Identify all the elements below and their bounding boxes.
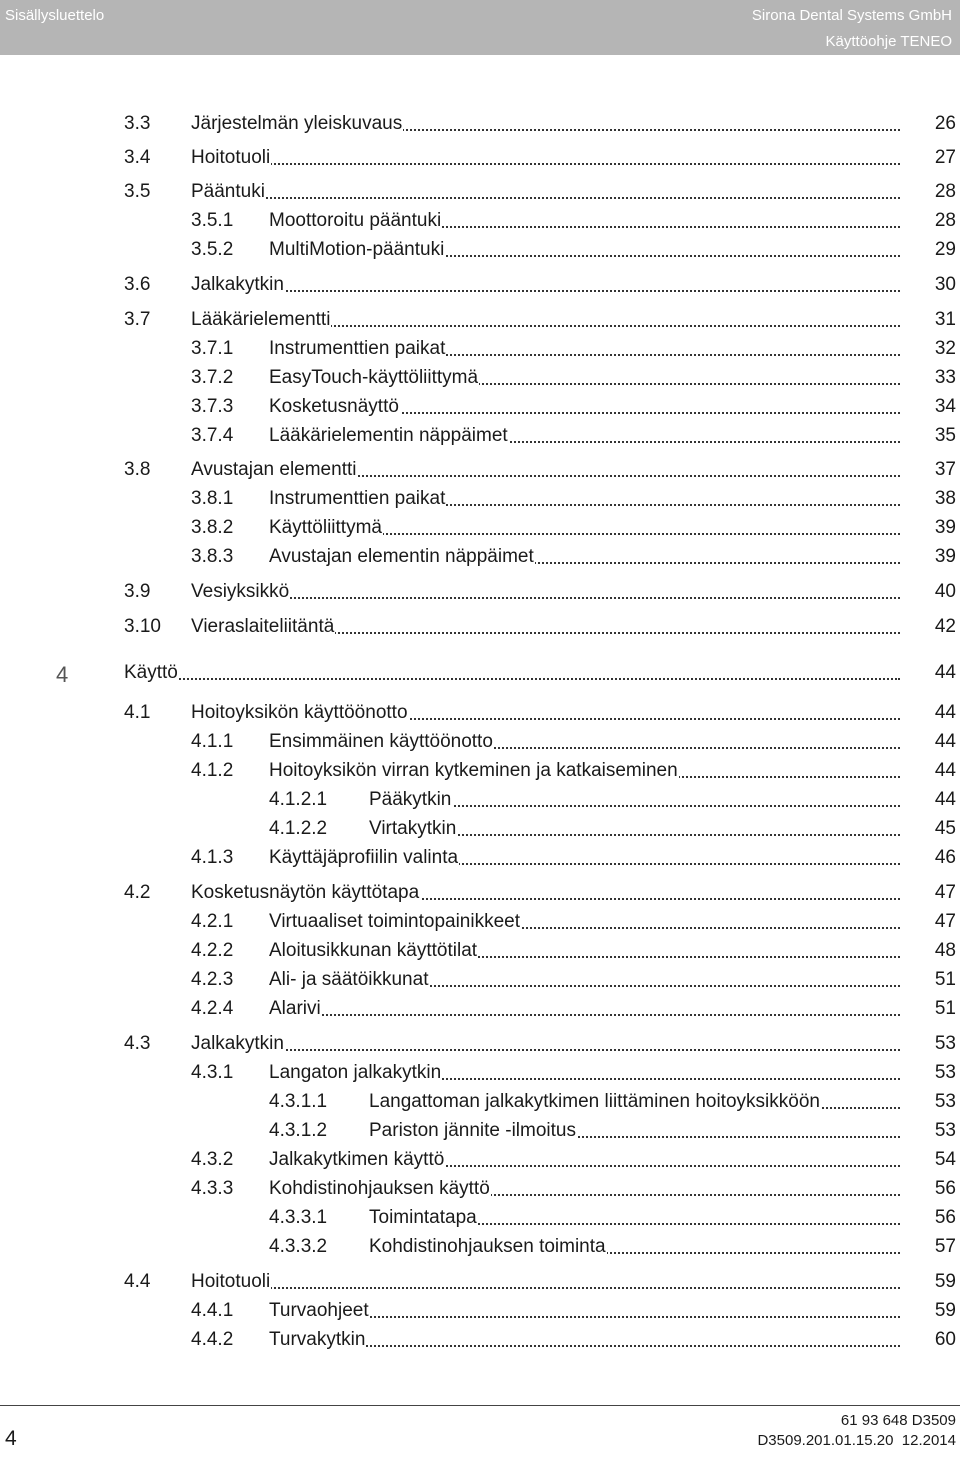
header-section: Sisällysluettelo bbox=[5, 7, 105, 24]
toc-entry-number: 4.4.1 bbox=[191, 1300, 234, 1321]
toc-entry-number: 3.5.1 bbox=[191, 210, 234, 231]
toc-entry-number: 4.2.3 bbox=[191, 969, 234, 990]
chapter-marker: 4 bbox=[56, 662, 69, 687]
toc-entry-number: 4.3.3 bbox=[191, 1178, 234, 1199]
toc-entry[interactable] bbox=[0, 209, 958, 233]
toc-entry-title: Kohdistinohjauksen toiminta bbox=[369, 1236, 606, 1257]
toc-entry[interactable] bbox=[0, 1299, 958, 1323]
toc-entry[interactable] bbox=[0, 112, 958, 136]
toc-entry-page: 44 bbox=[934, 731, 956, 752]
page-header bbox=[0, 0, 960, 55]
toc-entry[interactable] bbox=[0, 395, 958, 419]
toc-entry[interactable] bbox=[0, 580, 958, 604]
toc-entry-title: Virtakytkin bbox=[369, 818, 457, 839]
toc-entry-number: 4.2.1 bbox=[191, 911, 234, 932]
toc-entry[interactable] bbox=[0, 661, 958, 685]
toc-dot-leader bbox=[269, 1014, 900, 1016]
toc-entry[interactable] bbox=[0, 1235, 958, 1259]
toc-entry[interactable] bbox=[0, 968, 958, 992]
toc-entry-page: 48 bbox=[934, 940, 956, 961]
toc-entry[interactable] bbox=[0, 337, 958, 361]
toc-entry-page: 37 bbox=[934, 459, 956, 480]
toc-entry-number: 3.7 bbox=[124, 309, 151, 330]
header-company: Sirona Dental Systems GmbH bbox=[751, 7, 952, 24]
toc-entry-title: Hoitoyksikön virran kytkeminen ja katkaiseminen bbox=[269, 760, 678, 781]
toc-entry-page: 51 bbox=[934, 998, 956, 1019]
toc-entry-title: Pääntuki bbox=[191, 181, 265, 202]
toc-entry-number: 3.7.3 bbox=[191, 396, 234, 417]
toc-entry[interactable] bbox=[0, 180, 958, 204]
toc-entry-number: 4.1.2.2 bbox=[269, 818, 328, 839]
toc-entry-page: 28 bbox=[934, 181, 956, 202]
toc-entry-page: 60 bbox=[934, 1329, 956, 1350]
toc-entry[interactable] bbox=[0, 701, 958, 725]
toc-entry-title: Langattoman jalkakytkimen liittäminen hoitoyksikköön bbox=[369, 1091, 820, 1112]
toc-entry-number: 3.5.2 bbox=[191, 239, 234, 260]
toc-entry[interactable] bbox=[0, 615, 958, 639]
toc-entry-number: 4.3.3.1 bbox=[269, 1207, 328, 1228]
toc-entry-page: 57 bbox=[934, 1236, 956, 1257]
toc-entry-title: Jalkakytkin bbox=[191, 1033, 284, 1054]
toc-entry-page: 56 bbox=[934, 1207, 956, 1228]
toc-entry-page: 53 bbox=[934, 1033, 956, 1054]
toc-entry-title: Lääkärielementin näppäimet bbox=[269, 425, 508, 446]
toc-entry-number: 4.3.1.1 bbox=[269, 1091, 328, 1112]
toc-entry-number: 4.1 bbox=[124, 702, 151, 723]
toc-entry-page: 28 bbox=[934, 210, 956, 231]
toc-entry-page: 56 bbox=[934, 1178, 956, 1199]
toc-entry[interactable] bbox=[0, 1032, 958, 1056]
toc-entry-number: 4.1.1 bbox=[191, 731, 234, 752]
toc-entry-number: 4.3.1 bbox=[191, 1062, 234, 1083]
toc-entry-number: 3.8 bbox=[124, 459, 151, 480]
toc-entry-number: 4.2.4 bbox=[191, 998, 234, 1019]
toc-entry-page: 39 bbox=[934, 517, 956, 538]
toc-entry[interactable] bbox=[0, 817, 958, 841]
footer-doc-id: D3509.201.01.15.20 bbox=[757, 1432, 894, 1449]
toc-entry-page: 32 bbox=[934, 338, 956, 359]
toc-entry-page: 39 bbox=[934, 546, 956, 567]
toc-dot-leader bbox=[191, 1049, 900, 1051]
toc-entry-page: 45 bbox=[934, 818, 956, 839]
footer-page-number: 4 bbox=[5, 1427, 17, 1450]
toc-entry-page: 34 bbox=[934, 396, 956, 417]
toc-entry-number: 4.4 bbox=[124, 1271, 151, 1292]
toc-entry[interactable] bbox=[0, 939, 958, 963]
toc-entry-page: 26 bbox=[934, 113, 956, 134]
toc-entry-number: 4.1.2.1 bbox=[269, 789, 328, 810]
toc-entry-page: 46 bbox=[934, 847, 956, 868]
toc-entry[interactable] bbox=[0, 146, 958, 170]
toc-entry-title: Ali- ja säätöikkunat bbox=[269, 969, 429, 990]
toc-entry-title: Jalkakytkimen käyttö bbox=[269, 1149, 445, 1170]
header-manual: Käyttöohje TENEO bbox=[825, 33, 952, 50]
toc-entry-title: Järjestelmän yleiskuvaus bbox=[191, 113, 403, 134]
toc-entry[interactable] bbox=[0, 1090, 958, 1114]
toc-entry-page: 30 bbox=[934, 274, 956, 295]
toc-entry-title: Langaton jalkakytkin bbox=[269, 1062, 442, 1083]
toc-entry-page: 44 bbox=[934, 789, 956, 810]
toc-entry-number: 3.9 bbox=[124, 581, 151, 602]
toc-entry-title: Avustajan elementti bbox=[191, 459, 357, 480]
toc-entry-number: 3.3 bbox=[124, 113, 151, 134]
toc-entry-number: 3.4 bbox=[124, 147, 151, 168]
toc-entry-number: 3.8.2 bbox=[191, 517, 234, 538]
toc-entry[interactable] bbox=[0, 516, 958, 540]
footer-divider bbox=[0, 1405, 960, 1406]
toc-entry-page: 59 bbox=[934, 1300, 956, 1321]
footer-doc-code bbox=[757, 1432, 956, 1449]
toc-entry-page: 53 bbox=[934, 1062, 956, 1083]
toc-entry-number: 4.2.2 bbox=[191, 940, 234, 961]
toc-entry-page: 31 bbox=[934, 309, 956, 330]
toc-entry-title: Kosketusnäyttö bbox=[269, 396, 399, 417]
toc-entry-page: 53 bbox=[934, 1120, 956, 1141]
toc-entry[interactable] bbox=[0, 1061, 958, 1085]
toc-entry-page: 40 bbox=[934, 581, 956, 602]
toc-entry-page: 44 bbox=[934, 662, 956, 683]
toc-entry-number: 3.7.1 bbox=[191, 338, 234, 359]
toc-entry-title: Alarivi bbox=[269, 998, 321, 1019]
toc-entry-title: Toimintatapa bbox=[369, 1207, 477, 1228]
toc-entry-number: 4.3 bbox=[124, 1033, 151, 1054]
footer-order-number: 61 93 648 D3509 bbox=[840, 1412, 956, 1429]
toc-entry-title: Kosketusnäytön käyttötapa bbox=[191, 882, 420, 903]
toc-entry-title: Lääkärielementti bbox=[191, 309, 331, 330]
toc-entry-title: Käyttö bbox=[124, 662, 178, 683]
toc-entry[interactable] bbox=[0, 1328, 958, 1352]
toc-entry[interactable] bbox=[0, 997, 958, 1021]
footer-date: 12.2014 bbox=[901, 1432, 956, 1449]
toc-entry[interactable] bbox=[0, 846, 958, 870]
toc-entry[interactable] bbox=[0, 1206, 958, 1230]
toc-entry[interactable] bbox=[0, 366, 958, 390]
toc-entry-page: 27 bbox=[934, 147, 956, 168]
toc-entry-page: 53 bbox=[934, 1091, 956, 1112]
toc-entry-page: 47 bbox=[934, 911, 956, 932]
toc-entry-number: 4.1.3 bbox=[191, 847, 234, 868]
toc-entry[interactable] bbox=[0, 1177, 958, 1201]
toc-entry-title: Aloitusikkunan käyttötilat bbox=[269, 940, 478, 961]
toc-entry-number: 3.7.4 bbox=[191, 425, 234, 446]
toc-entry-number: 4.4.2 bbox=[191, 1329, 234, 1350]
toc-entry-title: Hoitoyksikön käyttöönotto bbox=[191, 702, 408, 723]
toc-entry[interactable] bbox=[0, 487, 958, 511]
toc-entry-number: 4.3.1.2 bbox=[269, 1120, 328, 1141]
toc-entry-number: 4.3.3.2 bbox=[269, 1236, 328, 1257]
toc-entry-title: Vesiyksikkö bbox=[191, 581, 290, 602]
toc-entry-title: Käyttöliittymä bbox=[269, 517, 382, 538]
toc-entry[interactable] bbox=[0, 1119, 958, 1143]
toc-entry[interactable] bbox=[0, 730, 958, 754]
toc-entry-number: 3.7.2 bbox=[191, 367, 234, 388]
toc-entry-page: 51 bbox=[934, 969, 956, 990]
toc-entry-page: 35 bbox=[934, 425, 956, 446]
toc-entry[interactable] bbox=[0, 458, 958, 482]
toc-entry-title: Kohdistinohjauksen käyttö bbox=[269, 1178, 490, 1199]
toc-entry-page: 44 bbox=[934, 760, 956, 781]
toc-entry[interactable] bbox=[0, 424, 958, 448]
toc-entry-title: Turvaohjeet bbox=[269, 1300, 369, 1321]
toc-entry-number: 3.6 bbox=[124, 274, 151, 295]
toc-entry-title: Instrumenttien paikat bbox=[269, 488, 446, 509]
toc-dot-leader bbox=[191, 197, 900, 199]
toc-entry-title: EasyTouch-käyttöliittymä bbox=[269, 367, 479, 388]
toc-entry-page: 29 bbox=[934, 239, 956, 260]
toc-entry-page: 44 bbox=[934, 702, 956, 723]
toc-entry-title: MultiMotion-pääntuki bbox=[269, 239, 445, 260]
toc-dot-leader bbox=[191, 597, 900, 599]
toc-entry-title: Ensimmäinen käyttöönotto bbox=[269, 731, 493, 752]
toc-entry-number: 3.10 bbox=[124, 616, 161, 637]
toc-entry-page: 38 bbox=[934, 488, 956, 509]
toc-entry-title: Instrumenttien paikat bbox=[269, 338, 446, 359]
toc-entry-title: Pariston jännite -ilmoitus bbox=[369, 1120, 576, 1141]
toc-entry-page: 33 bbox=[934, 367, 956, 388]
toc-entry-number: 3.5 bbox=[124, 181, 151, 202]
toc-entry[interactable] bbox=[0, 545, 958, 569]
toc-entry[interactable] bbox=[0, 1148, 958, 1172]
toc-entry-title: Hoitotuoli bbox=[191, 147, 271, 168]
toc-entry-title: Moottoroitu pääntuki bbox=[269, 210, 442, 231]
toc-entry-title: Avustajan elementin näppäimet bbox=[269, 546, 534, 567]
toc-entry-page: 47 bbox=[934, 882, 956, 903]
toc-entry-number: 3.8.3 bbox=[191, 546, 234, 567]
toc-entry[interactable] bbox=[0, 910, 958, 934]
toc-dot-leader bbox=[124, 678, 900, 680]
toc-entry[interactable] bbox=[0, 759, 958, 783]
toc-entry[interactable] bbox=[0, 273, 958, 297]
toc-entry-number: 4.3.2 bbox=[191, 1149, 234, 1170]
toc-entry-title: Jalkakytkin bbox=[191, 274, 284, 295]
toc-entry[interactable] bbox=[0, 308, 958, 332]
toc-entry-title: Turvakytkin bbox=[269, 1329, 366, 1350]
toc-entry-title: Käyttäjäprofiilin valinta bbox=[269, 847, 459, 868]
toc-entry-title: Virtuaaliset toimintopainikkeet bbox=[269, 911, 521, 932]
toc-dot-leader bbox=[191, 163, 900, 165]
toc-entry[interactable] bbox=[0, 788, 958, 812]
toc-entry-title: Vieraslaiteliitäntä bbox=[191, 616, 335, 637]
toc-entry-title: Pääkytkin bbox=[369, 789, 452, 810]
toc-entry-page: 59 bbox=[934, 1271, 956, 1292]
toc-entry-number: 3.8.1 bbox=[191, 488, 234, 509]
toc-entry-title: Hoitotuoli bbox=[191, 1271, 271, 1292]
toc-entry-page: 54 bbox=[934, 1149, 956, 1170]
toc-entry[interactable] bbox=[0, 238, 958, 262]
toc-entry[interactable] bbox=[0, 1270, 958, 1294]
toc-entry-number: 4.1.2 bbox=[191, 760, 234, 781]
toc-entry-number: 4.2 bbox=[124, 882, 151, 903]
toc-dot-leader bbox=[191, 1287, 900, 1289]
toc-entry[interactable] bbox=[0, 881, 958, 905]
toc-entry-page: 42 bbox=[934, 616, 956, 637]
toc-dot-leader bbox=[191, 290, 900, 292]
